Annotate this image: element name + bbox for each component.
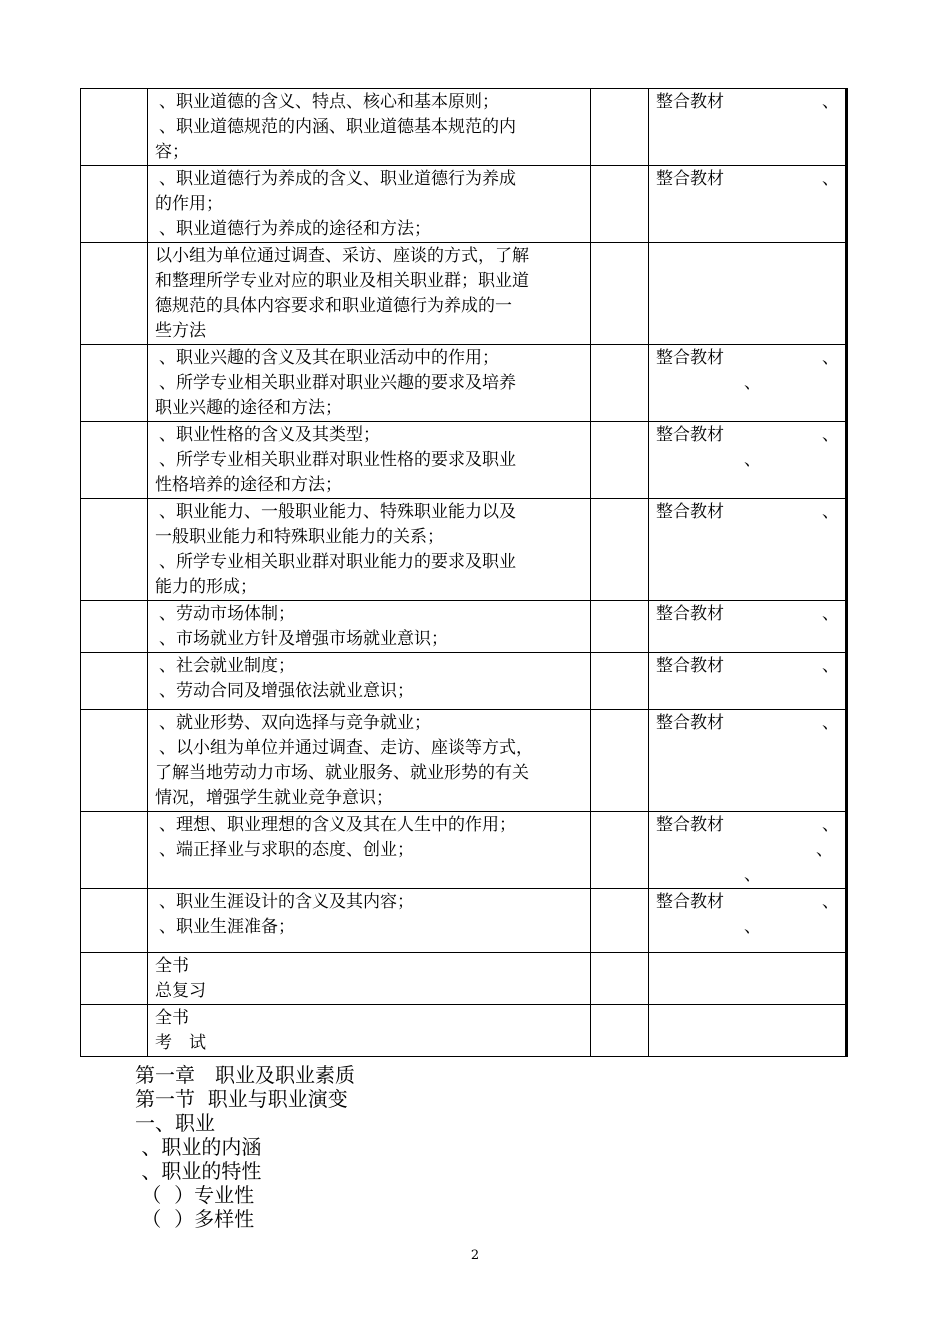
reference-label: 整合教材: [656, 604, 724, 624]
hours-cell: [591, 653, 649, 710]
content-cell: [148, 499, 591, 601]
week-cell: [81, 166, 148, 243]
table-row: [81, 889, 847, 953]
reference-cell: [649, 653, 847, 710]
reference-line: [656, 500, 839, 525]
week-cell: [81, 422, 148, 499]
page-number: 2: [470, 1248, 480, 1263]
content-cell: [148, 422, 591, 499]
content-line: 总复习: [155, 981, 206, 1001]
content-line: 、职业生涯准备；: [159, 917, 295, 937]
table-row: [81, 601, 847, 653]
content-line: 、职业兴趣的含义及其在职业活动中的作用；: [159, 348, 499, 368]
content-line: 了解当地劳动力市场、就业服务、就业形势的有关: [155, 763, 529, 783]
chapter-title: 第一章 职业及职业素质: [135, 1063, 355, 1087]
reference-mark: 、: [822, 169, 839, 189]
chapter-outline: [135, 1063, 355, 1231]
table-row: [81, 89, 847, 166]
table-row: [81, 166, 847, 243]
content-line: 、劳动合同及增强依法就业意识；: [159, 681, 414, 701]
content-line: 、所学专业相关职业群对职业兴趣的要求及培养: [159, 373, 516, 393]
content-cell: [148, 166, 591, 243]
reference-label: 整合教材: [656, 892, 724, 912]
reference-cell: [649, 601, 847, 653]
content-cell: [148, 710, 591, 812]
table-row: [81, 243, 847, 345]
reference-extra-mark: 、: [744, 917, 761, 937]
outline-item: 一、职业: [135, 1111, 215, 1135]
content-line: 容；: [155, 142, 189, 162]
content-line: 德规范的具体内容要求和职业道德行为养成的一: [155, 296, 512, 316]
reference-cell: [649, 422, 847, 499]
content-line: 全书: [155, 956, 189, 976]
content-line: 、职业道德规范的内涵、职业道德基本规范的内: [159, 117, 516, 137]
reference-cell: [649, 345, 847, 422]
content-cell: [148, 653, 591, 710]
content-line: 、社会就业制度；: [159, 656, 295, 676]
week-cell: [81, 89, 148, 166]
reference-line: [656, 602, 839, 627]
reference-cell: [649, 889, 847, 953]
content-line: 、职业道德行为养成的含义、职业道德行为养成: [159, 169, 516, 189]
content-line: 全书: [155, 1008, 189, 1028]
reference-line: [656, 890, 839, 915]
reference-extra-mark: 、: [816, 840, 833, 860]
week-cell: [81, 1005, 148, 1057]
table-row: [81, 345, 847, 422]
reference-extra-mark: 、: [744, 865, 761, 885]
reference-label: 整合教材: [656, 815, 724, 835]
content-line: 一般职业能力和特殊职业能力的关系；: [155, 527, 444, 547]
table-row: [81, 1005, 847, 1057]
reference-extra-mark: 、: [744, 373, 761, 393]
hours-cell: [591, 889, 649, 953]
hours-cell: [591, 89, 649, 166]
hours-cell: [591, 710, 649, 812]
content-cell: [148, 953, 591, 1005]
reference-mark: 、: [822, 502, 839, 522]
outline-item: 、职业的内涵: [135, 1135, 262, 1159]
reference-line: [656, 813, 839, 838]
reference-line: [656, 90, 839, 115]
content-line: 的作用；: [155, 194, 223, 214]
reference-mark: 、: [822, 815, 839, 835]
content-line: 情况，增强学生就业竞争意识；: [155, 788, 393, 808]
hours-cell: [591, 499, 649, 601]
reference-line: [656, 346, 839, 371]
reference-cell: [649, 812, 847, 889]
content-line: 、以小组为单位并通过调查、走访、座谈等方式，: [159, 738, 533, 758]
content-line: 、职业生涯设计的含义及其内容；: [159, 892, 414, 912]
hours-cell: [591, 1005, 649, 1057]
content-line: 性格培养的途径和方法；: [155, 475, 342, 495]
content-cell: [148, 812, 591, 889]
reference-label: 整合教材: [656, 425, 724, 445]
reference-extra-mark: 、: [744, 450, 761, 470]
table-row: [81, 953, 847, 1005]
section-title: 第一节 职业与职业演变: [135, 1087, 348, 1111]
reference-label: 整合教材: [656, 169, 724, 189]
week-cell: [81, 345, 148, 422]
table-row: [81, 710, 847, 812]
reference-cell: [649, 243, 847, 345]
content-line: 以小组为单位通过调查、采访、座谈的方式，了解: [155, 246, 529, 266]
reference-label: 整合教材: [656, 656, 724, 676]
reference-cell: [649, 953, 847, 1005]
week-cell: [81, 889, 148, 953]
week-cell: [81, 243, 148, 345]
content-line: 、职业道德的含义、特点、核心和基本原则；: [159, 92, 499, 112]
content-line: 、所学专业相关职业群对职业能力的要求及职业: [159, 552, 516, 572]
content-line: 、理想、职业理想的含义及其在人生中的作用；: [159, 815, 516, 835]
reference-mark: 、: [822, 348, 839, 368]
hours-cell: [591, 243, 649, 345]
outline-item: （ ）专业性: [135, 1183, 255, 1207]
reference-label: 整合教材: [656, 348, 724, 368]
hours-cell: [591, 812, 649, 889]
week-cell: [81, 953, 148, 1005]
table-row: [81, 499, 847, 601]
content-line: 、市场就业方针及增强市场就业意识；: [159, 629, 448, 649]
content-cell: [148, 1005, 591, 1057]
reference-line: [656, 167, 839, 192]
week-cell: [81, 710, 148, 812]
reference-mark: 、: [822, 92, 839, 112]
reference-mark: 、: [822, 713, 839, 733]
content-line: 、所学专业相关职业群对职业性格的要求及职业: [159, 450, 516, 470]
reference-line: [656, 423, 839, 448]
reference-label: 整合教材: [656, 713, 724, 733]
reference-mark: 、: [822, 656, 839, 676]
content-line: 、劳动市场体制；: [159, 604, 295, 624]
outline-item: 、职业的特性: [135, 1159, 262, 1183]
content-line: 、职业能力、一般职业能力、特殊职业能力以及: [159, 502, 516, 522]
content-line: 考 试: [155, 1033, 206, 1053]
table-row: [81, 812, 847, 889]
reference-mark: 、: [822, 425, 839, 445]
content-cell: [148, 601, 591, 653]
content-line: 、端正择业与求职的态度、创业；: [159, 840, 414, 860]
reference-cell: [649, 89, 847, 166]
content-cell: [148, 89, 591, 166]
week-cell: [81, 812, 148, 889]
hours-cell: [591, 953, 649, 1005]
reference-line: [656, 711, 839, 736]
content-line: 、职业性格的含义及其类型；: [159, 425, 380, 445]
reference-mark: 、: [822, 604, 839, 624]
course-plan-table: [80, 88, 848, 1057]
content-line: 能力的形成；: [155, 577, 257, 597]
content-line: 、就业形势、双向选择与竞争就业；: [159, 713, 431, 733]
content-cell: [148, 889, 591, 953]
hours-cell: [591, 345, 649, 422]
week-cell: [81, 601, 148, 653]
week-cell: [81, 499, 148, 601]
week-cell: [81, 653, 148, 710]
content-line: 些方法: [155, 321, 206, 341]
reference-cell: [649, 1005, 847, 1057]
hours-cell: [591, 166, 649, 243]
content-line: 、职业道德行为养成的途径和方法；: [159, 219, 431, 239]
content-line: 和整理所学专业对应的职业及相关职业群；职业道: [155, 271, 529, 291]
reference-line: [656, 654, 839, 679]
reference-cell: [649, 499, 847, 601]
outline-item: （ ）多样性: [135, 1207, 255, 1231]
reference-cell: [649, 166, 847, 243]
content-cell: [148, 243, 591, 345]
table-row: [81, 653, 847, 710]
hours-cell: [591, 601, 649, 653]
reference-label: 整合教材: [656, 502, 724, 522]
reference-cell: [649, 710, 847, 812]
table-row: [81, 422, 847, 499]
course-plan-table-body: [81, 89, 847, 1057]
reference-mark: 、: [822, 892, 839, 912]
hours-cell: [591, 422, 649, 499]
reference-label: 整合教材: [656, 92, 724, 112]
content-cell: [148, 345, 591, 422]
content-line: 职业兴趣的途径和方法；: [155, 398, 342, 418]
